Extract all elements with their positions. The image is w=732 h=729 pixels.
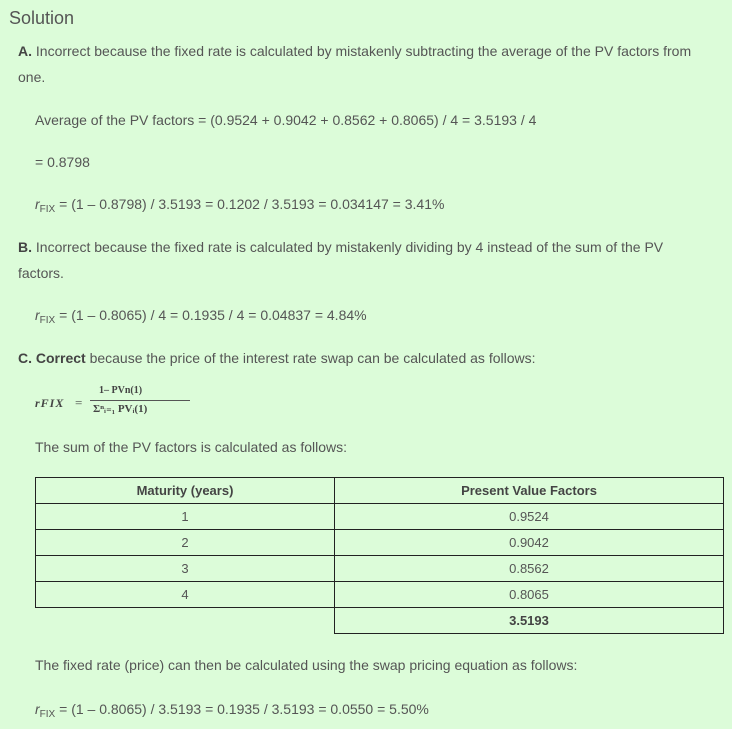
pv-factor-cell: 0.8562 (335, 556, 724, 582)
table-header-row (36, 478, 724, 504)
option-c-explanation (18, 345, 718, 371)
solution-title: Solution (9, 8, 75, 28)
option-c-sum-intro: The sum of the PV factors is calculated as follows: (35, 439, 348, 455)
maturity-cell: 4 (36, 582, 335, 608)
pv-factors-table (35, 477, 724, 634)
rate-subscript: FIX (39, 709, 56, 720)
option-b-rate-calc (35, 302, 367, 334)
option-c-rate-calc (35, 696, 429, 728)
option-b-text: Incorrect because the fixed rate is calculated by mistakenly dividing by 4 instead of the sum of the PV factors. (18, 239, 664, 281)
maturity-cell: 2 (36, 530, 335, 556)
rate-subscript: FIX (39, 315, 56, 326)
option-a-calc: = (1 – 0.8798) / 3.5193 = 0.1202 / 3.5193 = 0.034147 = 3.41% (55, 196, 445, 212)
option-a-rate-calc (35, 191, 444, 223)
option-c-conclusion: The fixed rate (price) can then be calculated using the swap pricing equation as follows: (35, 657, 578, 673)
table-total-row (36, 608, 724, 634)
formula-denominator: Σⁿᵢ₌₁ PVᵢ(1) (93, 403, 148, 415)
table-row (36, 582, 724, 608)
rate-symbol: r (35, 196, 40, 212)
option-c-bold: Correct (35, 350, 86, 366)
pv-factor-cell: 0.9042 (335, 530, 724, 556)
option-a-explanation (18, 38, 718, 90)
rate-subscript: FIX (39, 204, 56, 215)
formula-equals: = (75, 395, 83, 410)
maturity-cell: 3 (36, 556, 335, 582)
option-a-average-line: Average of the PV factors = (0.9524 + 0.9042 + 0.8562 + 0.8065) / 4 = 3.5193 / 4 (35, 112, 537, 128)
header-pv-factors: Present Value Factors (335, 478, 724, 504)
option-a-average-result: = 0.8798 (35, 154, 90, 170)
table-row (36, 530, 724, 556)
maturity-cell: 1 (36, 504, 335, 530)
fraction-bar (90, 400, 190, 401)
table-row (36, 504, 724, 530)
table-row (36, 556, 724, 582)
option-c-letter: C. (18, 350, 32, 366)
option-c-calc: = (1 – 0.8065) / 3.5193 = 0.1935 / 3.5193 = 0.0550 = 5.50% (55, 701, 429, 717)
header-maturity: Maturity (years) (36, 478, 335, 504)
option-a-text: Incorrect because the fixed rate is calculated by mistakenly subtracting the average of the PV factors from one. (18, 43, 692, 85)
option-b-letter: B. (18, 239, 32, 255)
pv-factor-total: 3.5193 (335, 608, 724, 634)
pv-factor-cell: 0.9524 (335, 504, 724, 530)
option-b-calc: = (1 – 0.8065) / 4 = 0.1935 / 4 = 0.04837 = 4.84% (55, 307, 367, 323)
pv-factor-cell: 0.8065 (335, 582, 724, 608)
option-a-letter: A. (18, 43, 32, 59)
formula-lhs: rFIX (35, 396, 65, 410)
formula-numerator: 1– PVn(1) (99, 385, 143, 396)
rate-symbol: r (35, 701, 40, 717)
option-c-text: because the price of the interest rate swap can be calculated as follows: (85, 350, 536, 366)
option-b-explanation (18, 234, 698, 286)
blank-cell (36, 608, 335, 634)
rate-symbol: r (35, 307, 40, 323)
